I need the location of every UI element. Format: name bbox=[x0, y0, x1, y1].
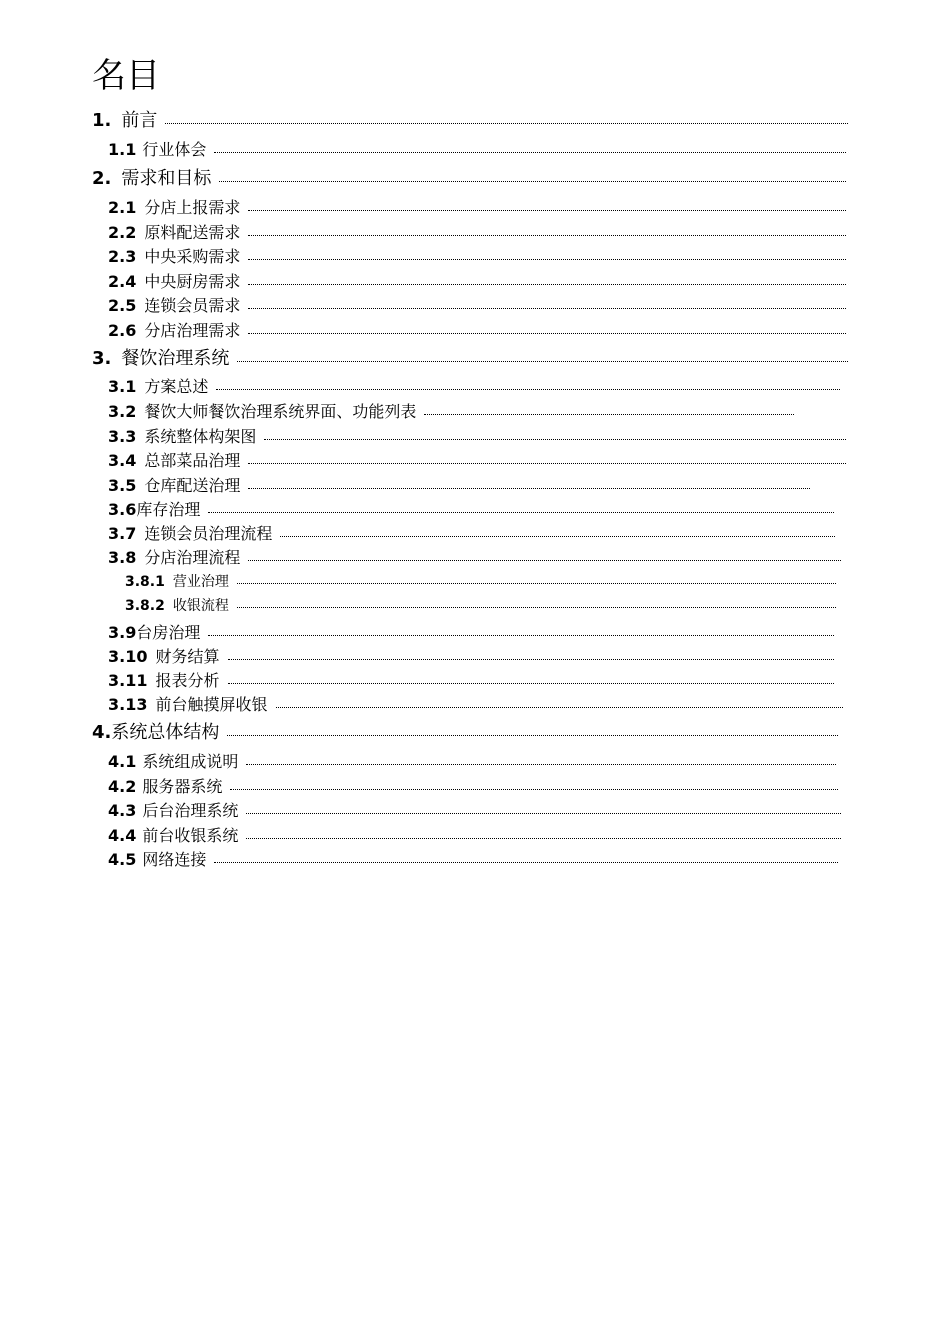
toc-dot-leader bbox=[248, 320, 846, 336]
toc-entry-number: 3.1 bbox=[108, 377, 137, 396]
toc-entry[interactable] bbox=[92, 718, 838, 744]
toc-dot-leader bbox=[208, 622, 834, 638]
toc-dot-leader bbox=[264, 426, 846, 442]
toc-dot-leader bbox=[248, 197, 846, 213]
toc-entry-number: 3.3 bbox=[108, 427, 137, 446]
toc-dot-leader bbox=[248, 246, 846, 262]
toc-entry[interactable] bbox=[108, 692, 843, 715]
toc-entry-number: 3.2 bbox=[108, 402, 137, 421]
toc-dot-leader bbox=[280, 523, 835, 539]
toc-entry-title: 系统总体结构 bbox=[111, 722, 220, 743]
toc-entry[interactable] bbox=[108, 545, 841, 568]
toc-dot-leader bbox=[248, 547, 841, 563]
toc-entry-number: 3.4 bbox=[108, 451, 137, 470]
toc-entry-number: 4.5 bbox=[108, 850, 137, 869]
toc-entry-number: 4.3 bbox=[108, 801, 137, 820]
page-title: 名目 bbox=[92, 56, 160, 96]
toc-entry-title: 中央采购需求 bbox=[144, 247, 241, 266]
toc-entry[interactable] bbox=[108, 774, 838, 797]
toc-entry-title: 需求和目标 bbox=[121, 168, 212, 189]
toc-entry-title: 台房治理 bbox=[136, 623, 201, 642]
toc-entry-title: 前台触摸屏收银 bbox=[155, 695, 268, 714]
toc-entry-title: 仓库配送治理 bbox=[144, 476, 241, 495]
toc-entry[interactable] bbox=[108, 448, 846, 471]
toc-dot-leader bbox=[276, 694, 844, 710]
toc-entry-title: 前言 bbox=[121, 110, 158, 131]
toc-dot-leader bbox=[246, 825, 841, 841]
toc-dot-leader bbox=[228, 670, 835, 686]
toc-dot-leader bbox=[227, 720, 838, 738]
toc-entry-number: 4.4 bbox=[108, 826, 137, 845]
toc-entry-number: 3.11 bbox=[108, 671, 148, 690]
toc-entry[interactable] bbox=[108, 620, 834, 643]
toc-dot-leader bbox=[248, 475, 810, 491]
toc-entry-number: 4.2 bbox=[108, 777, 137, 796]
toc-dot-leader bbox=[214, 849, 838, 865]
toc-dot-leader bbox=[246, 800, 841, 816]
toc-entry[interactable] bbox=[92, 344, 848, 370]
toc-entry[interactable] bbox=[108, 374, 840, 397]
toc-entry-number: 3.8 bbox=[108, 548, 137, 567]
toc-entry[interactable] bbox=[108, 521, 835, 544]
toc-entry-title: 前台收银系统 bbox=[142, 826, 239, 845]
toc-entry[interactable] bbox=[108, 749, 836, 772]
toc-entry-number: 2.5 bbox=[108, 296, 137, 315]
toc-entry[interactable] bbox=[108, 244, 846, 267]
toc-dot-leader bbox=[216, 376, 840, 392]
toc-entry[interactable] bbox=[108, 137, 846, 160]
toc-entry-title: 分店治理需求 bbox=[144, 321, 241, 340]
toc-entry-number: 3.13 bbox=[108, 695, 148, 714]
toc-entry[interactable] bbox=[108, 424, 846, 447]
toc-entry-number: 3.10 bbox=[108, 647, 148, 666]
toc-dot-leader bbox=[237, 596, 836, 610]
toc-entry[interactable] bbox=[108, 644, 834, 667]
toc-dot-leader bbox=[230, 776, 838, 792]
toc-dot-leader bbox=[237, 346, 848, 364]
toc-entry-number: 3.8.2 bbox=[125, 598, 165, 614]
toc-entry[interactable] bbox=[108, 318, 846, 341]
toc-dot-leader bbox=[424, 401, 794, 417]
toc-entry-number: 3.6 bbox=[108, 500, 137, 519]
toc-entry[interactable] bbox=[108, 823, 841, 846]
toc-entry-title: 中央厨房需求 bbox=[144, 272, 241, 291]
toc-entry[interactable] bbox=[108, 195, 846, 218]
toc-entry-number: 4. bbox=[92, 722, 112, 743]
toc-entry[interactable] bbox=[108, 269, 846, 292]
toc-entry-title: 连锁会员需求 bbox=[144, 296, 241, 315]
toc-entry[interactable] bbox=[108, 497, 834, 520]
toc-entry-title: 原料配送需求 bbox=[144, 223, 241, 242]
toc-entry[interactable] bbox=[125, 571, 836, 591]
toc-entry-title: 收银流程 bbox=[172, 598, 229, 614]
toc-entry-number: 4.1 bbox=[108, 752, 137, 771]
toc-entry-title: 营业治理 bbox=[172, 574, 229, 590]
toc-dot-leader bbox=[165, 108, 848, 126]
toc-dot-leader bbox=[214, 139, 846, 155]
toc-dot-leader bbox=[248, 295, 846, 311]
toc-entry-title: 分店治理流程 bbox=[144, 548, 241, 567]
toc-entry-title: 连锁会员治理流程 bbox=[144, 524, 273, 543]
toc-entry[interactable] bbox=[108, 473, 810, 496]
toc-entry-number: 2.6 bbox=[108, 321, 137, 340]
toc-entry-title: 分店上报需求 bbox=[144, 198, 241, 217]
toc-entry-title: 财务结算 bbox=[155, 647, 220, 666]
toc-entry-title: 系统整体构架图 bbox=[144, 427, 257, 446]
toc-entry-number: 2.4 bbox=[108, 272, 137, 291]
toc-entry-number: 2. bbox=[92, 168, 112, 189]
toc-dot-leader bbox=[248, 222, 846, 238]
toc-entry-number: 2.1 bbox=[108, 198, 137, 217]
toc-dot-leader bbox=[208, 499, 834, 515]
toc-entry-title: 库存治理 bbox=[136, 500, 201, 519]
toc-entry[interactable] bbox=[108, 399, 794, 422]
toc-dot-leader bbox=[228, 646, 835, 662]
toc-entry-title: 系统组成说明 bbox=[142, 752, 239, 771]
toc-entry-title: 总部菜品治理 bbox=[144, 451, 241, 470]
toc-entry-title: 报表分析 bbox=[155, 671, 220, 690]
toc-entry[interactable] bbox=[108, 798, 841, 821]
toc-entry[interactable] bbox=[108, 293, 846, 316]
toc-entry-number: 1.1 bbox=[108, 140, 137, 159]
toc-entry-title: 网络连接 bbox=[142, 850, 207, 869]
toc-entry-title: 餐饮治理系统 bbox=[121, 348, 230, 369]
toc-entry-number: 3. bbox=[92, 348, 112, 369]
toc-entry-title: 服务器系统 bbox=[142, 777, 223, 796]
toc-entry-number: 3.7 bbox=[108, 524, 137, 543]
toc-entry-number: 3.9 bbox=[108, 623, 137, 642]
toc-dot-leader bbox=[219, 166, 846, 184]
toc-entry-number: 3.5 bbox=[108, 476, 137, 495]
toc-entry-title: 餐饮大师餐饮治理系统界面、功能列表 bbox=[144, 402, 417, 421]
toc-entry[interactable] bbox=[125, 595, 836, 615]
toc-entry-number: 3.8.1 bbox=[125, 574, 165, 590]
toc-entry-title: 行业体会 bbox=[142, 140, 207, 159]
toc-entry-number: 1. bbox=[92, 110, 112, 131]
toc-entry[interactable] bbox=[108, 220, 846, 243]
toc-entry-title: 后台治理系统 bbox=[142, 801, 239, 820]
toc-entry[interactable] bbox=[92, 164, 846, 190]
toc-dot-leader bbox=[248, 450, 846, 466]
toc-dot-leader bbox=[248, 271, 846, 287]
toc-dot-leader bbox=[246, 751, 836, 767]
toc-entry-title: 方案总述 bbox=[144, 377, 209, 396]
toc-entry-number: 2.3 bbox=[108, 247, 137, 266]
toc-dot-leader bbox=[237, 572, 836, 586]
toc-entry[interactable] bbox=[92, 106, 848, 132]
toc-entry-number: 2.2 bbox=[108, 223, 137, 242]
toc-entry[interactable] bbox=[108, 847, 838, 870]
toc-entry[interactable] bbox=[108, 668, 834, 691]
